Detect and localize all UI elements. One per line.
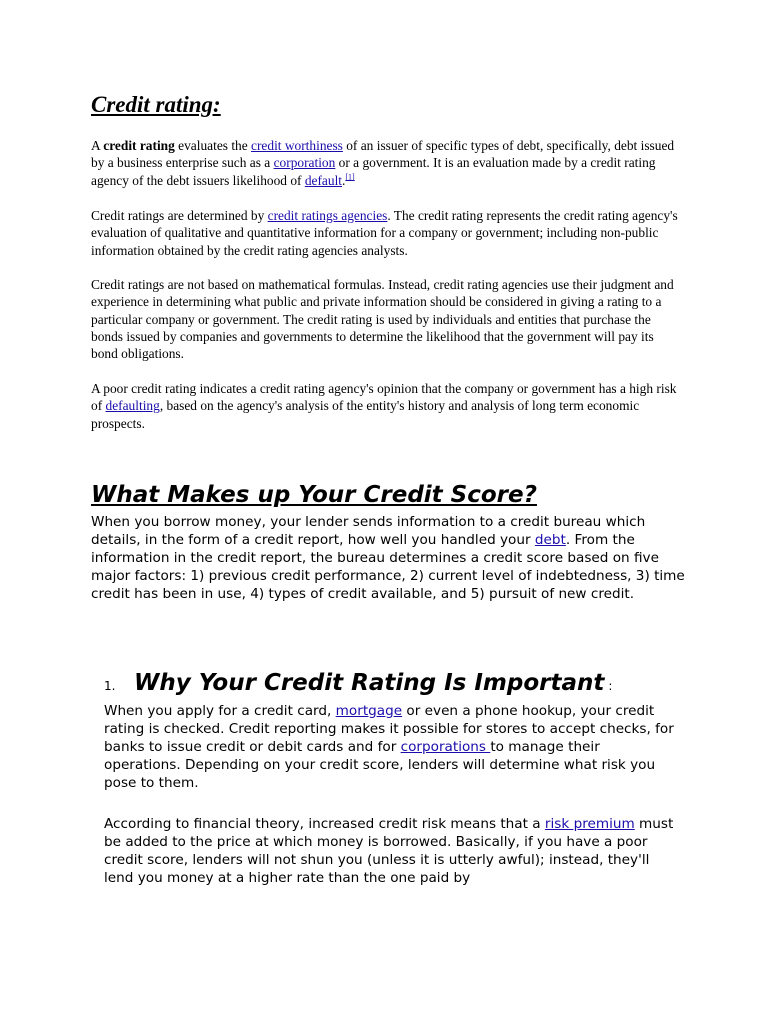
list-item-heading (104, 670, 612, 696)
text: . The credit rating represents the credit rating agency's evaluation of qualitative and quantitative information for a company or government; including non-public information obtained by the credit rating agencies analysts. (91, 208, 678, 258)
link-corporations[interactable]: corporations (400, 738, 491, 755)
link-credit-ratings-agencies[interactable]: credit ratings agencies (267, 208, 388, 223)
text: . (342, 172, 346, 188)
text: evaluates the (174, 138, 252, 153)
text: of an issuer of specific types of debt, specifically, debt issued by a business enterprise such as a (91, 138, 675, 171)
text: . From the information in the credit report, the bureau determines a credit score based on five major factors: 1) previous credit performance, 2) current level of indebtedness, 3) time credit has been in use, 4) types of credit available, and 5) pursuit of new credit. (91, 531, 685, 602)
section-title-why-important: Why Your Credit Rating Is Important (134, 670, 605, 696)
paragraph-credit-score-factors (91, 514, 691, 604)
link-risk-premium[interactable]: risk premium (544, 816, 635, 832)
link-debt[interactable]: debt (534, 531, 566, 548)
text: must be added to the price at which money is borrowed. Basically, if you have a poor credit score, lenders will not shun you (unless it is utterly awful); instead, they'll lend you money at a higher rate than the one paid by (104, 816, 674, 886)
paragraph-not-formulas: Credit ratings are not based on mathematical formulas. Instead, credit rating agencies use their judgment and experience in determining what public and private information should be considered in giving a rating to a particular company or government. The credit rating is used by individuals and entities that purchase the bonds issued by companies and governments to determine the likelihood that the government will pay its bond obligations. (91, 277, 674, 362)
text: According to financial theory, increased credit risk means that a (104, 816, 545, 832)
text: A poor credit rating indicates a credit rating agency's opinion that the company or government has a high risk of (91, 381, 677, 414)
paragraph-credit-ratings-agencies (91, 207, 681, 259)
section-title-credit-rating: Credit rating: (91, 92, 221, 117)
paragraph-why-important (104, 703, 680, 793)
text: , based on the agency's analysis of the entity's history and analysis of long term economic prospects. (91, 398, 640, 431)
link-credit-worthiness[interactable]: credit worthiness (251, 138, 343, 153)
link-defaulting[interactable]: defaulting (105, 398, 160, 414)
paragraph-risk-premium (104, 816, 680, 888)
text: When you apply for a credit card, (104, 703, 336, 719)
link-default[interactable]: default (304, 172, 343, 188)
link-reference-1[interactable]: [1] (345, 172, 355, 182)
paragraph-poor-credit-rating (91, 380, 681, 432)
text: or even a phone hookup, your credit rating is checked. Credit reporting makes it possible for stores to accept checks, for banks to issue credit or debit cards and for (104, 703, 674, 755)
paragraph-credit-rating-definition (91, 137, 681, 189)
text: to manage their operations. Depending on your credit score, lenders will determine what risk you pose to them. (104, 738, 656, 791)
list-number: 1. (104, 679, 116, 693)
text: or a government. It is an evaluation made by a credit rating agency of the debt issuers likelihood of (91, 155, 656, 188)
text: When you borrow money, your lender sends information to a credit bureau which details, in the form of a credit report, how well you handled your (91, 514, 646, 548)
heading-colon: : (608, 679, 613, 693)
text: Credit ratings are determined by (91, 208, 268, 223)
bold-term: credit rating (103, 138, 175, 153)
link-mortgage[interactable]: mortgage (335, 703, 403, 719)
text: A (91, 138, 104, 153)
section-title-credit-score: What Makes up Your Credit Score? (91, 482, 537, 508)
link-corporation[interactable]: corporation (273, 155, 336, 171)
